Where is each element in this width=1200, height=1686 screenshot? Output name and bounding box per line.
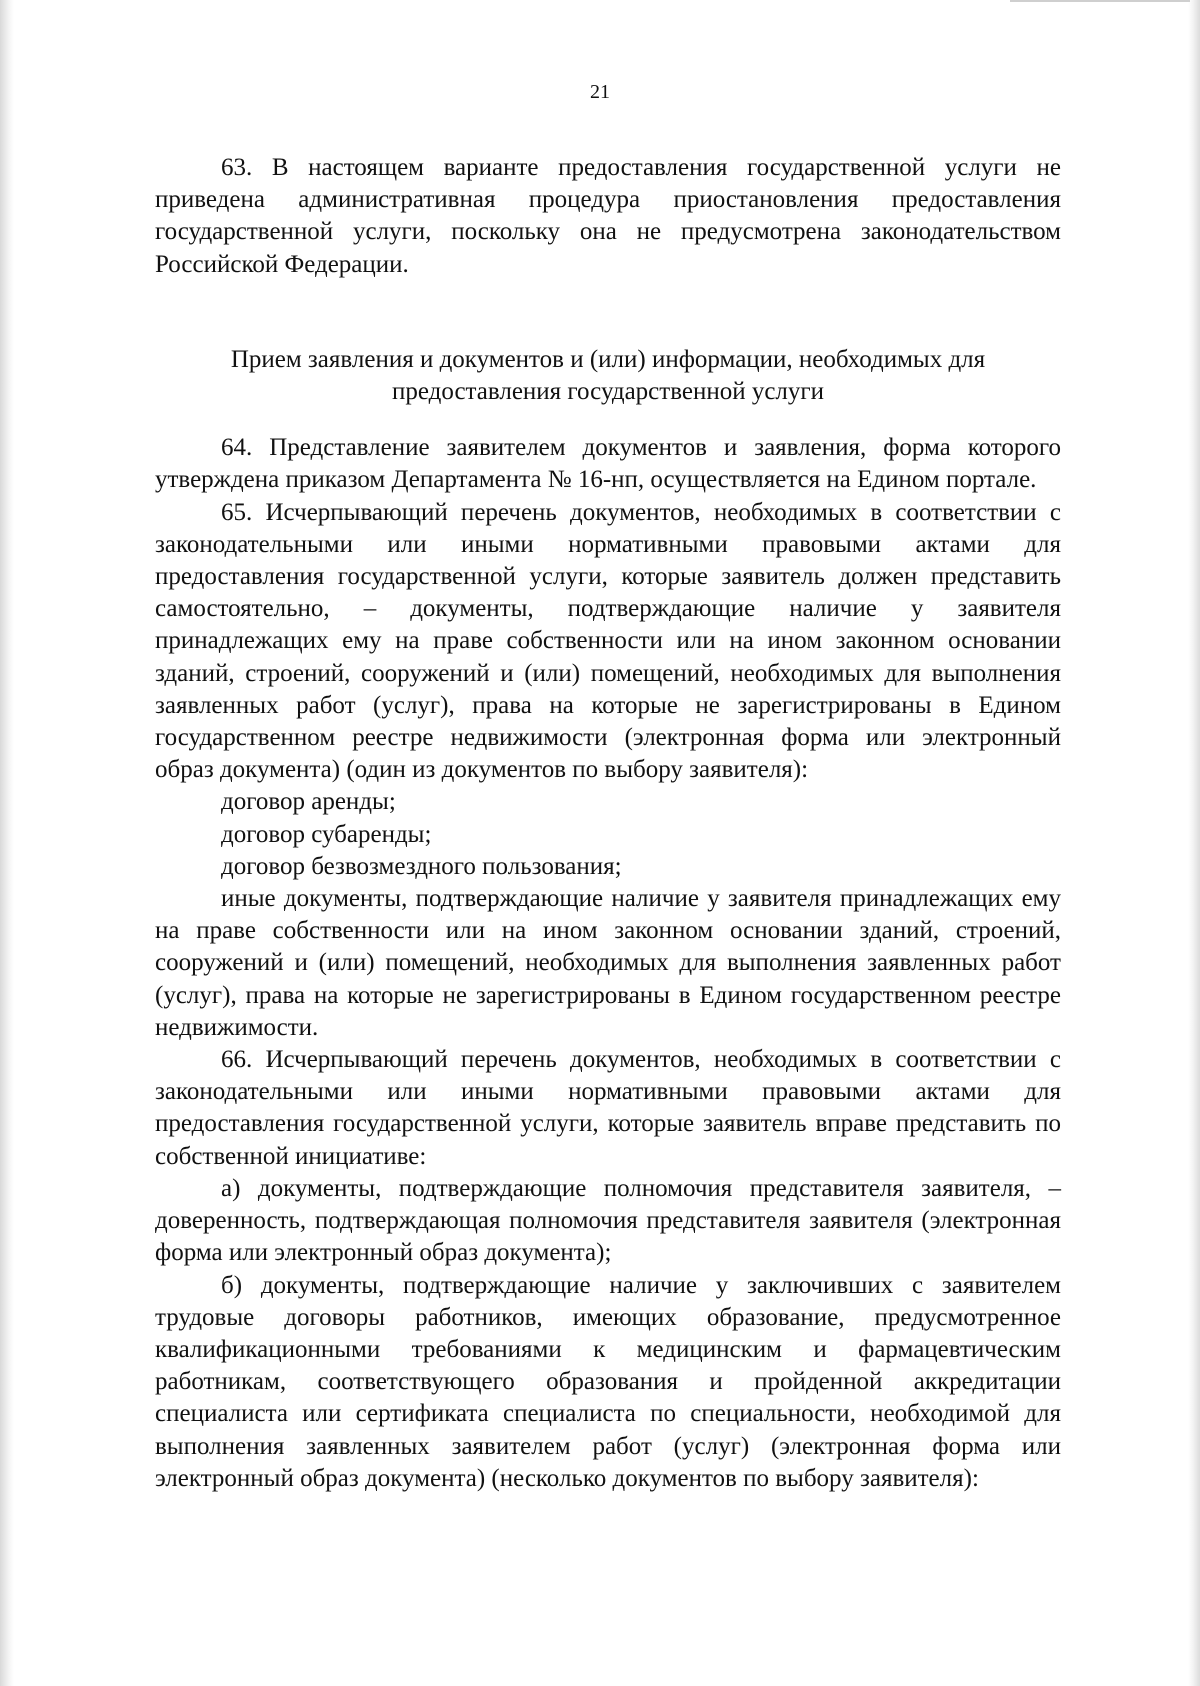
spacer [155, 408, 1061, 432]
document-body [155, 152, 1061, 1495]
paragraph-66: 66. Исчерпывающий перечень документов, необходимых в соответствии с законодательными или иными нормативными правовыми актами для предоставления государственной услуги, которые заявитель вправе представить по собственной инициативе: [155, 1046, 1061, 1170]
section-heading: Прием заявления и документов и (или) информации, необходимых для предоставления государственной услуги [230, 345, 986, 406]
paragraph-65: 65. Исчерпывающий перечень документов, необходимых в соответствии с законодательными или иными нормативными правовыми актами для предоставления государственной услуги, которые заявитель должен представить самостоятельно, – документы, подтверждающие наличие у заявителя принадлежащих ему на праве собственности или на ином законном основании зданий, строений, сооружений и (или) помещений, необходимых для выполнения заявленных работ (услуг), права на которые не зарегистрированы в Едином государственном реестре недвижимости (электронная форма или электронный образ документа) (один из документов по выбору заявителя): [155, 498, 1061, 784]
scan-edge-left [0, 0, 14, 1686]
page-number: 21 [590, 81, 610, 103]
list-item-sublease: договор субаренды; [221, 820, 432, 848]
scan-top-rule [1010, 0, 1190, 2]
paragraph-66-b: б) документы, подтверждающие наличие у заключивших с заявителем трудовые договоры работников, имеющих образование, предусмотренное квалификационными требованиями к медицинским и фармацевтическим работникам, соответствующего образования и пройденной аккредитации специалиста или сертификата специалиста по специальности, необходимой для выполнения заявленных заявителем работ (услуг) (электронная форма или электронный образ документа) (несколько документов по выбору заявителя): [155, 1271, 1061, 1492]
paragraph-63: 63. В настоящем варианте предоставления государственной услуги не приведена административная процедура приостановления предоставления государственной услуги, поскольку она не предусмотрена законодательством Российской Федерации. [155, 154, 1061, 278]
spacer [155, 281, 1061, 344]
list-item-free-use: договор безвозмездного пользования; [221, 852, 622, 880]
list-item-lease: договор аренды; [221, 788, 396, 816]
scan-edge-right [1188, 0, 1200, 1686]
paragraph-64: 64. Представление заявителем документов и заявления, форма которого утверждена приказом Департамента № 16-нп, осуществляется на Едином портале. [155, 434, 1061, 494]
paragraph-66-a: а) документы, подтверждающие полномочия представителя заявителя, – доверенность, подтверждающая полномочия представителя заявителя (электронная форма или электронный образ документа); [155, 1174, 1061, 1267]
list-item-other-documents: иные документы, подтверждающие наличие у заявителя принадлежащих ему на праве собственности или на ином законном основании зданий, строений, сооружений и (или) помещений, необходимых для выполнения заявленных работ (услуг), права на которые не зарегистрированы в Едином государственном реестре недвижимости. [155, 885, 1061, 1041]
